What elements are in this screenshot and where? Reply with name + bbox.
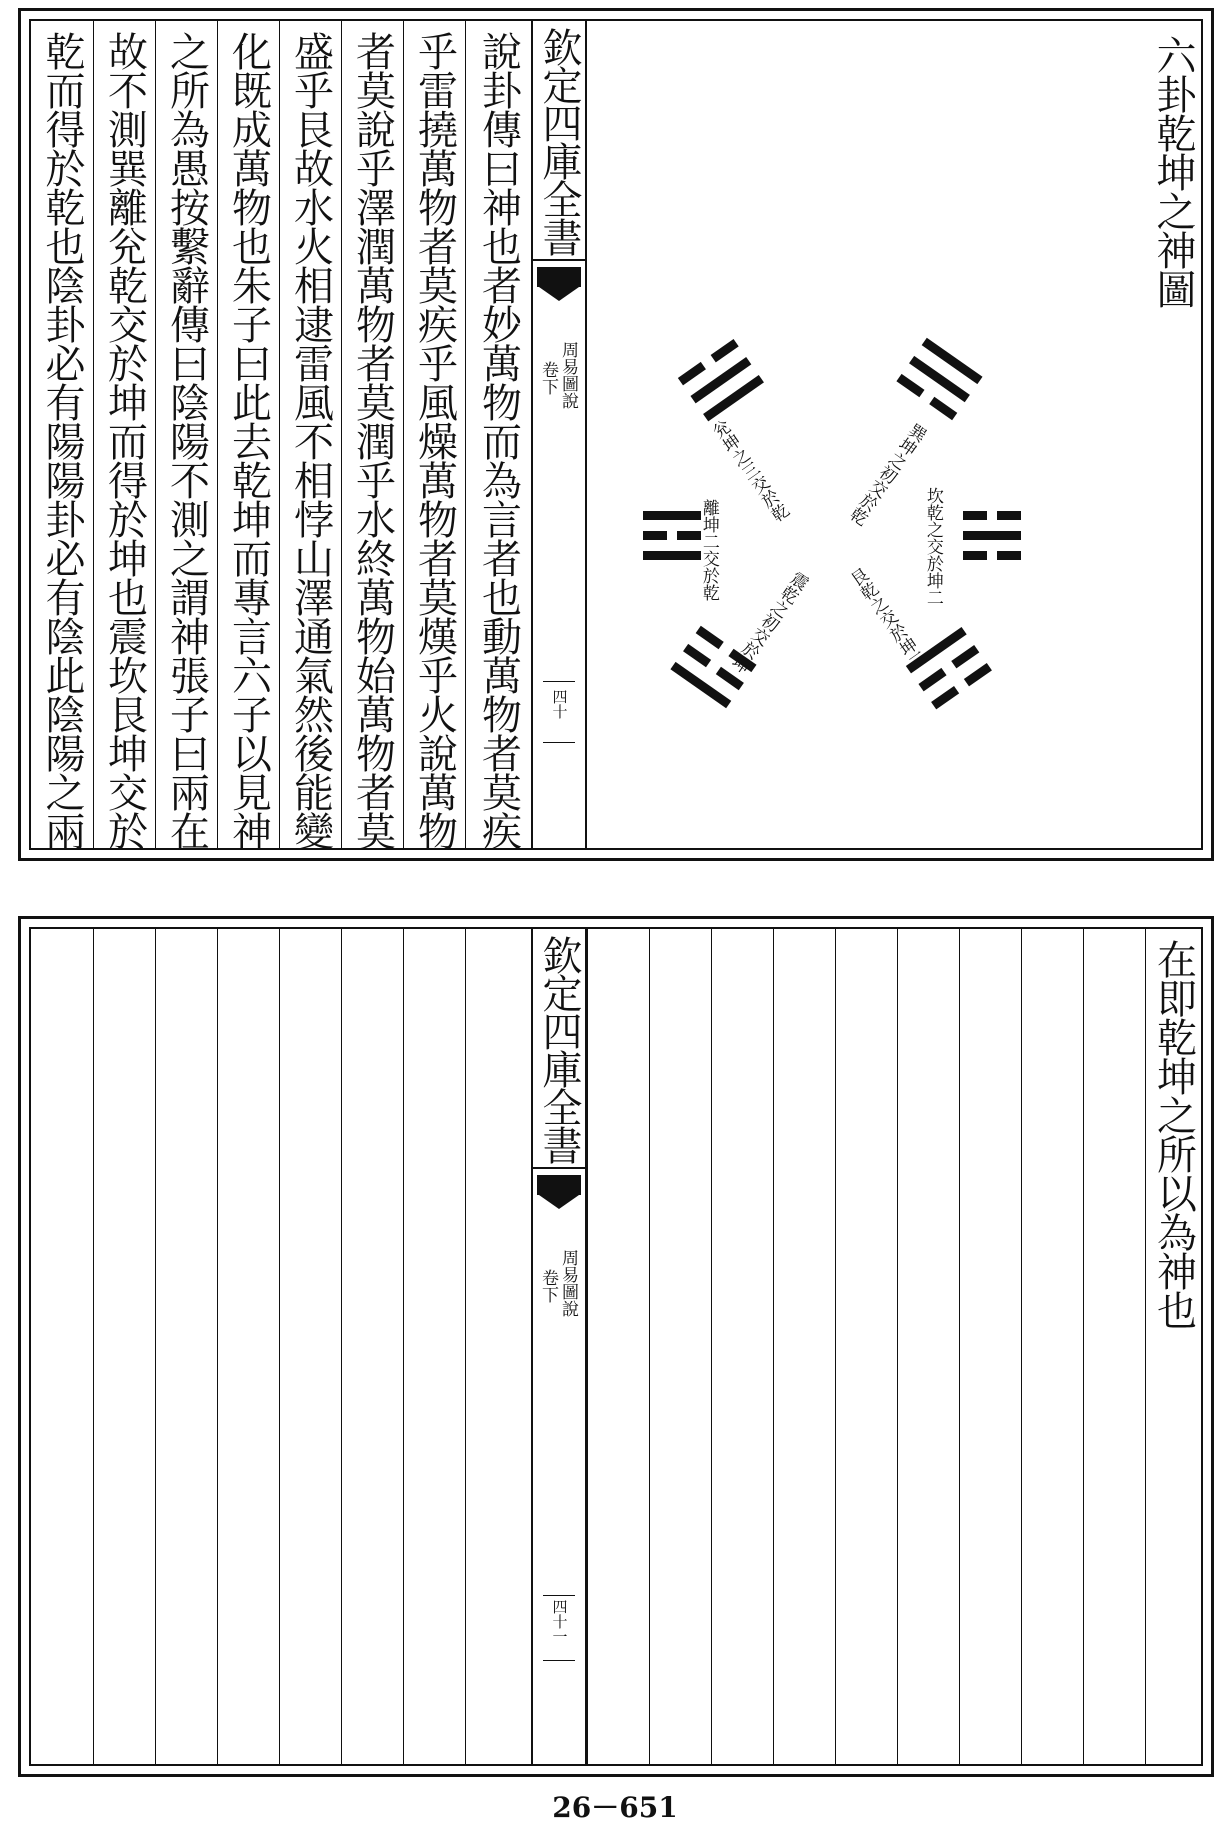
empty-column xyxy=(155,929,217,1764)
text-column-7-text: 故不測巽離兊乾交於坤而得於坤也震坎艮坤交於 xyxy=(101,31,148,850)
fold-divider xyxy=(533,1167,585,1169)
text-column-4 xyxy=(279,21,341,848)
text-column-6-text: 之所為愚按繫辭傳曰陰陽不測之謂神張子曰兩在 xyxy=(163,31,210,850)
text-column-2 xyxy=(403,21,465,848)
fold-volume: 卷下 xyxy=(538,361,558,395)
dui-trigram-icon xyxy=(673,331,770,428)
page-number: 四十 xyxy=(550,689,569,719)
text-column-7 xyxy=(93,21,155,848)
text-column-8 xyxy=(31,21,93,848)
text-column-2-text: 乎雷撓萬物者莫疾乎風燥萬物者莫熯乎火說萬物 xyxy=(411,31,458,850)
diagram-title: 六卦乾坤之神圖 xyxy=(1150,35,1196,308)
fishtail-mark xyxy=(537,267,581,287)
fold-title: 欽定四庫全書 xyxy=(536,935,582,1163)
xun-label: 巽坤之初交於乾 xyxy=(844,418,929,528)
empty-column xyxy=(649,929,711,1764)
empty-column xyxy=(773,929,835,1764)
gen-label: 艮乾之交於坤三 xyxy=(844,565,929,675)
fishtail-mark xyxy=(537,1175,581,1195)
empty-column xyxy=(279,929,341,1764)
text-column-6 xyxy=(155,21,217,848)
fold-title: 欽定四庫全書 xyxy=(536,27,582,255)
empty-column xyxy=(959,929,1021,1764)
fold-divider xyxy=(533,259,585,261)
top-page-frame xyxy=(29,19,1203,850)
kan-trigram-icon xyxy=(963,507,1033,577)
empty-column xyxy=(711,929,773,1764)
top-page xyxy=(18,8,1214,861)
text-column-4-text: 盛乎艮故水火相逮雷風不相悖山澤通氣然後能變 xyxy=(287,31,334,850)
text-column-1 xyxy=(465,21,531,848)
text-column-3 xyxy=(341,21,403,848)
center-fold xyxy=(531,21,587,848)
li-label: 離坤二交於乾 xyxy=(698,499,719,601)
empty-column xyxy=(1021,929,1083,1764)
empty-column xyxy=(341,929,403,1764)
fold-volume: 卷下 xyxy=(538,1269,558,1303)
empty-column xyxy=(93,929,155,1764)
empty-column xyxy=(587,929,649,1764)
bottom-page-frame xyxy=(29,927,1203,1766)
text-column-3-text: 者莫說乎澤潤萬物者莫潤乎水終萬物始萬物者莫 xyxy=(349,31,396,850)
empty-column xyxy=(465,929,531,1764)
kan-label: 坎乾之交於坤二 xyxy=(922,487,943,606)
continuation-text: 在即乾坤之所以為神也 xyxy=(1150,939,1197,1329)
empty-column xyxy=(1083,929,1145,1764)
text-column-8-text: 乾而得於乾也陰卦必有陽陽卦必有陰此陰陽之兩 xyxy=(39,31,85,850)
fold-book-title: 周易圖說 xyxy=(558,341,578,409)
center-fold xyxy=(531,929,587,1764)
zhen-label: 震乾之初交於坤 xyxy=(726,566,811,676)
dui-label: 兊坤之三交於乾 xyxy=(706,417,791,527)
empty-column xyxy=(31,929,93,1764)
text-column-continuation xyxy=(1145,929,1201,1764)
empty-column xyxy=(835,929,897,1764)
bottom-page xyxy=(18,916,1214,1777)
page-footer-number: 26－651 xyxy=(552,1791,678,1824)
empty-column xyxy=(217,929,279,1764)
xun-trigram-icon xyxy=(891,331,988,428)
empty-column xyxy=(897,929,959,1764)
trigram-diagram xyxy=(587,21,1201,848)
text-column-1-text: 說卦傳曰神也者妙萬物而為言者也動萬物者莫疾 xyxy=(475,31,522,850)
empty-column xyxy=(403,929,465,1764)
text-column-5-text: 化既成萬物也朱子曰此去乾坤而專言六子以見神 xyxy=(225,31,272,850)
text-column-5 xyxy=(217,21,279,848)
page-number: 四十一 xyxy=(550,1599,569,1644)
fold-book-title: 周易圖說 xyxy=(558,1249,578,1317)
